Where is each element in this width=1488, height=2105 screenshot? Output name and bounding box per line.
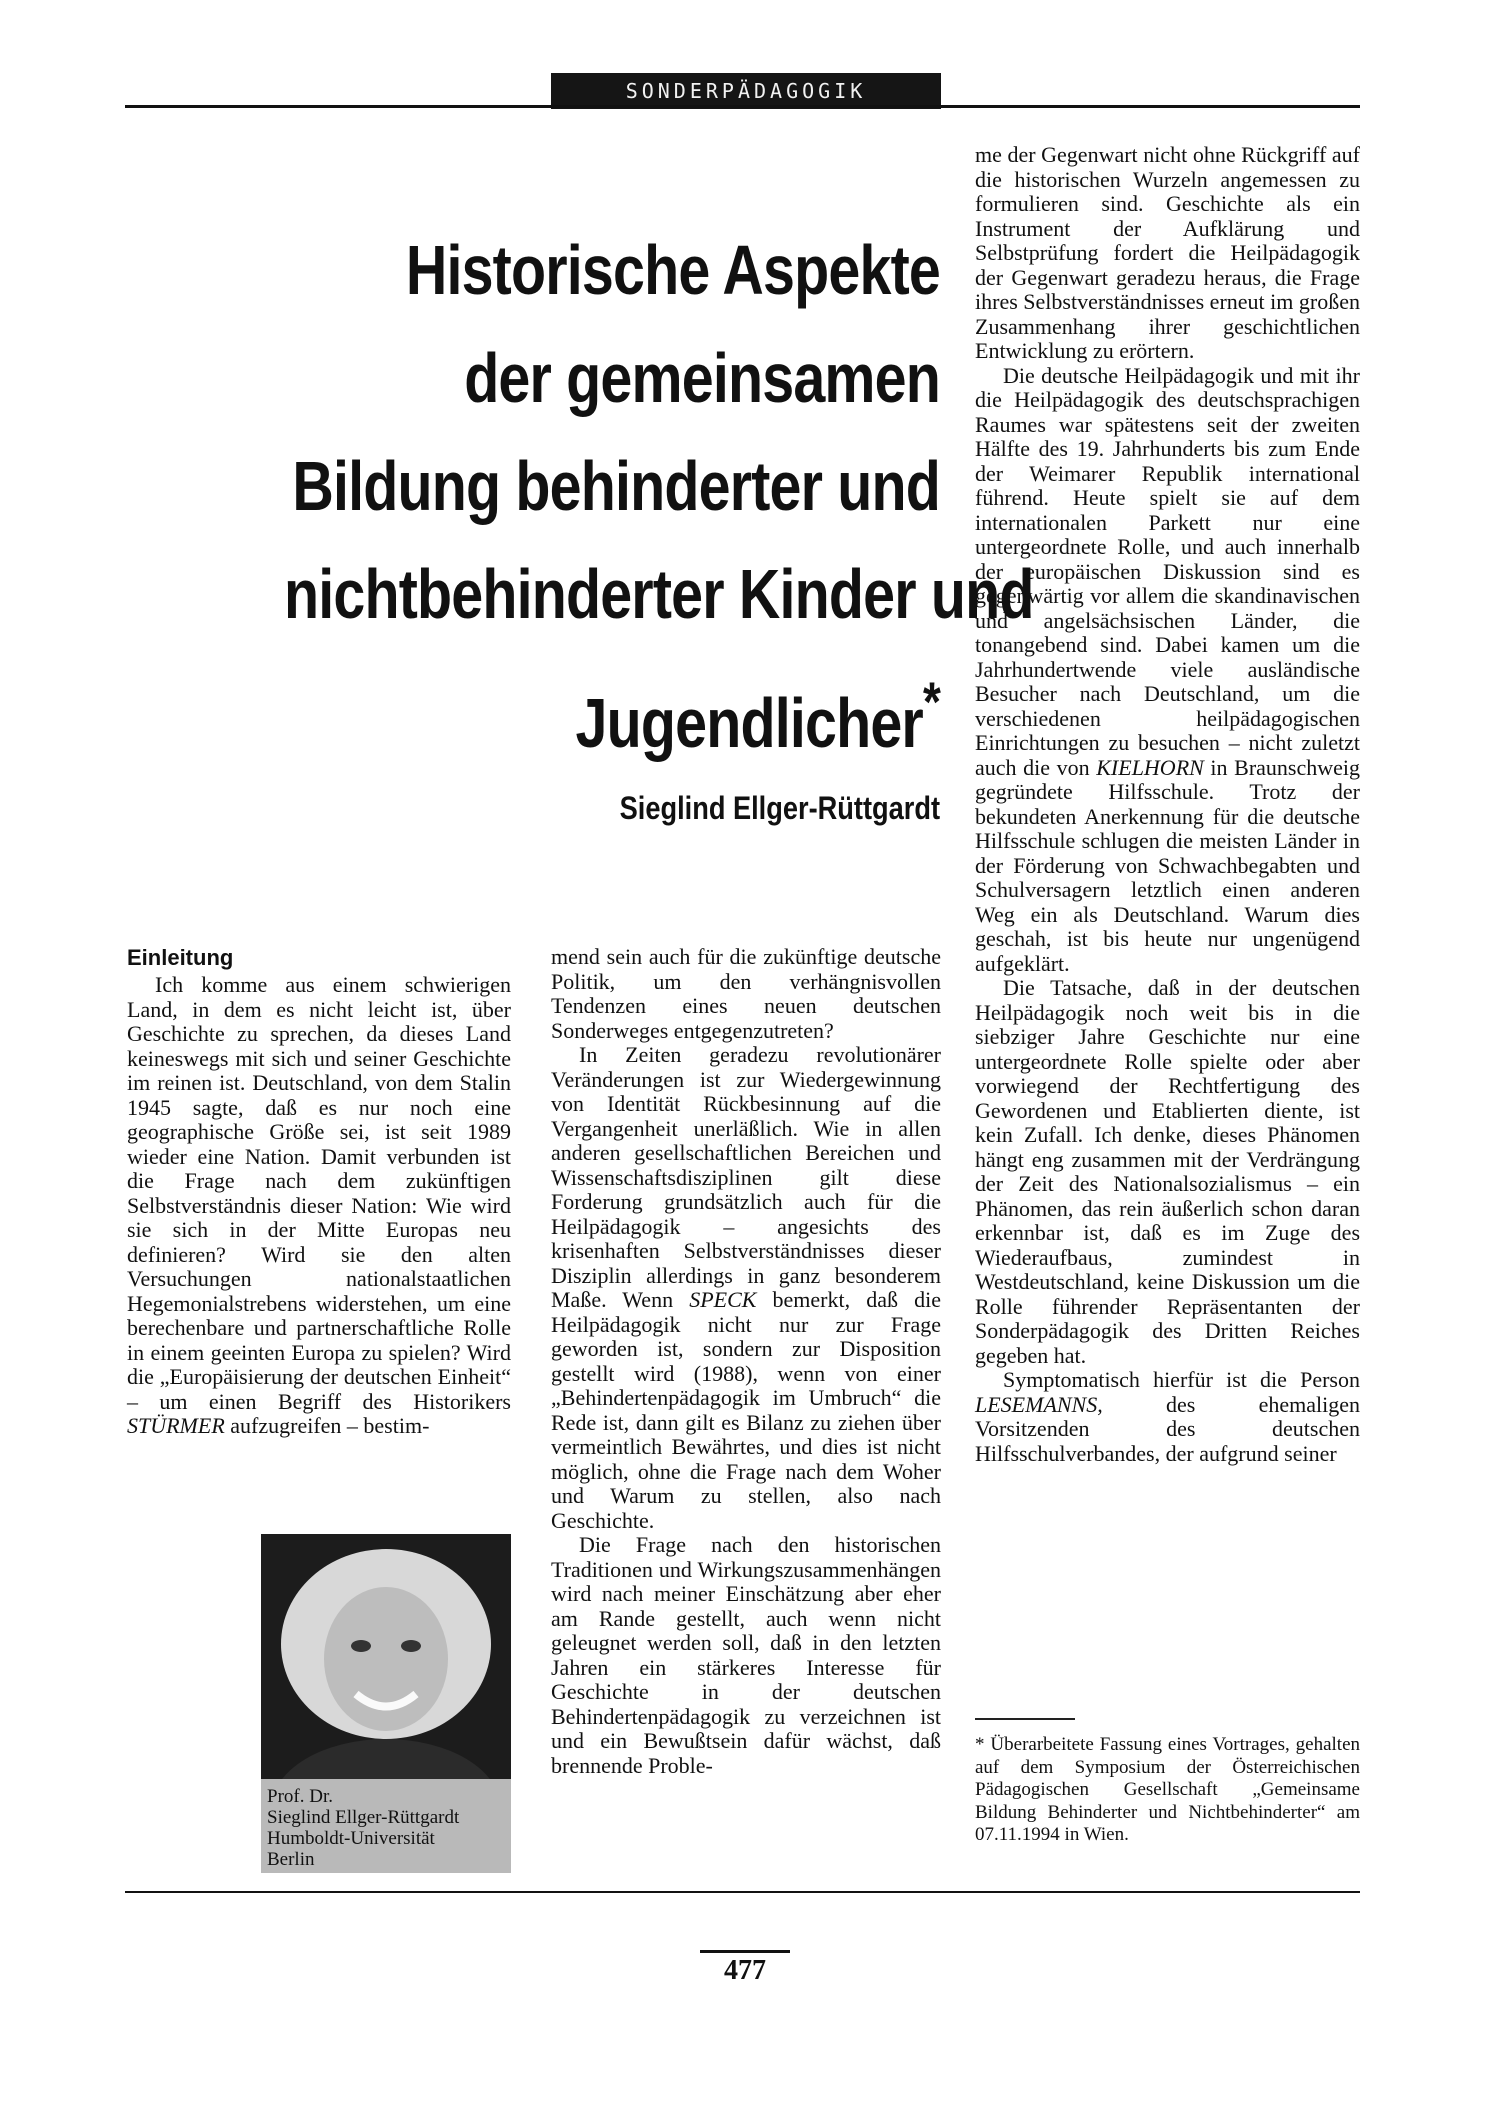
paragraph-symptomatisch-a: Symptomatisch hierfür ist die Person	[1003, 1367, 1360, 1392]
paragraph-frage: Die Frage nach den historischen Traditionen und Wirkungszusammenhängen wird nach meiner Einschätzung aber eher am Rande gestellt, auch wenn nicht geleugnet werden soll, daß in den letzten Jahren ein stärkeres Interesse für Geschichte in der deutschen Behindertenpädagogik zu verzeichnen ist und ein Bewußtsein dafür wächst, daß brennende Proble-	[551, 1532, 941, 1778]
caption-line-4: Berlin	[267, 1849, 315, 1870]
paragraph-zeiten-a: In Zeiten geradezu revolutionärer Veränderungen ist zur Wiedergewinnung von Identität Rückbesinnung auf die Vergangenheit unerläßlich. Wie in allen anderen gesellschaftlichen Bereichen und Wissenschaftsdisziplinen gilt diese Forderung grundsätzlich auch für die Heilpädagogik – angesichts des krisenhaften Selbstverständnisses dieser Disziplin allerdings in ganz besonderem Maße. Wenn	[551, 1042, 941, 1312]
title-line-4: nichtbehinderter Kinder und	[284, 555, 1034, 633]
bottom-rule	[125, 1891, 1360, 1893]
column-2	[551, 945, 941, 1778]
paragraph-deutsche	[975, 364, 1360, 977]
author-photo	[261, 1534, 511, 1873]
title-line-5-text: Jugendlicher	[575, 684, 923, 762]
column-3	[975, 143, 1360, 1466]
paragraph-intro-tail: aufzugreifen – bestim-	[224, 1413, 430, 1438]
name-lesemann: LESEMANNS,	[975, 1391, 1103, 1417]
paragraph-symptomatisch-b: des ehemaligen Vorsitzenden des deutschen Hilfsschulverbandes, der aufgrund seiner	[975, 1391, 1360, 1466]
title-line-3: Bildung behinderter und	[292, 447, 940, 525]
caption-line-3: Humboldt-Universität	[267, 1828, 435, 1849]
caption-line-2: Sieglind Ellger-Rüttgardt	[267, 1807, 460, 1828]
photo-caption	[267, 1786, 507, 1870]
section-heading: Einleitung	[127, 945, 234, 970]
page-number: 477	[700, 1950, 790, 1987]
paragraph-deutsche-a: Die deutsche Heilpädagogik und mit ihr die Heilpädagogik des deutschsprachigen Raumes war spätestens seit der zweiten Hälfte des 19. Jahrhunderts bis zum Ende der Weimarer Republik international führend. Heute spielt sie auf dem internationalen Parkett nur eine untergeordnete Rolle, und auch innerhalb der europäischen Diskussion sind es gegenwärtig vor allem die skandinavischen und angelsächsischen Länder, die tonangebend sind. Dabei kamen um die Jahrhundertwende viele ausländische Besucher nach Deutschland, um die verschiedenen heilpädagogischen Einrichtungen zu besuchen – nicht zuletzt auch die von	[975, 362, 1360, 780]
paragraph-deutsche-b: in Braunschweig gegründete Hilfsschule. Trotz der bekundeten Anerkennung für die deutsche Hilfsschule schlugen die meisten Länder in der Förderung von Schwachbegabten und Schulversagern letztlich einen anderen Weg ein als Deutschland. Warum dies geschah, ist bis heute nur ungenügend aufgeklärt.	[975, 754, 1361, 976]
author-name: Sieglind Ellger-Rüttgardt	[619, 790, 940, 826]
footnote-rule	[975, 1718, 1075, 1720]
title-line-2: der gemeinsamen	[464, 339, 940, 417]
title-line-5	[284, 648, 940, 777]
name-kielhorn: KIELHORN	[1096, 754, 1204, 780]
name-speck: SPECK	[689, 1287, 757, 1312]
caption-line-1: Prof. Dr.	[267, 1786, 333, 1807]
paragraph-gegenwart: me der Gegenwart nicht ohne Rückgriff auf die historischen Wurzeln angemessen zu formulieren sind. Geschichte als ein Instrument der Aufklärung und Selbstprüfung fordert die Heilpädagogik der Gegenwart geradezu heraus, die Frage ihres Selbstverständnisses erneut im großen Zusammenhang ihrer geschichtlichen Entwicklung zu erörtern.	[975, 142, 1360, 363]
name-stuermer: STÜRMER	[127, 1413, 225, 1438]
footnote: * Überarbeitete Fassung eines Vortrages, gehalten auf dem Symposium der Österreichischen Pädagogischen Gesellschaft „Gemeinsame Bildung Behinderter und Nichtbehinderter“ am 07.11.1994 in Wien.	[975, 1734, 1360, 1845]
paragraph-zeiten-b: bemerkt, daß die Heilpädagogik nicht nur zur Frage geworden ist, sondern zur Disposition gestellt wird (1988), wenn von einer „Behindertenpädagogik im Umbruch“ die Rede ist, dann gilt es Bilanz zu ziehen über vermeintlich Bewährtes, und dies ist nicht möglich, ohne die Frage nach dem Woher und Warum zu stellen, also nach Geschichte.	[551, 1287, 941, 1533]
section-label: SONDERPÄDAGOGIK	[551, 73, 941, 109]
paragraph-zeiten	[551, 1043, 941, 1533]
paragraph-continued: mend sein auch für die zukünftige deutsche Politik, um den verhängnisvollen Tendenzen eines neuen deutschen Sonderweges entgegenzutreten?	[551, 944, 941, 1043]
column-1	[127, 945, 511, 1439]
top-rule	[125, 105, 1360, 108]
paragraph-symptomatisch	[975, 1368, 1360, 1466]
paragraph-tatsache: Die Tatsache, daß in der deutschen Heilpädagogik noch weit bis in die siebziger Jahre Geschichte nur eine untergeordnete Rolle spielte oder aber vorwiegend der Rechtfertigung des Gewordenen und Etablierten diente, ist kein Zufall. Ich denke, dieses Phänomen hängt eng zusammen mit der Verdrängung der Zeit des Nationalsozialismus – ein Phänomen, das rein äußerlich schon daran erkennbar ist, daß es im Zuge des Wiederaufbaus, zumindest in Westdeutschland, keine Diskussion um die Rolle führender Repräsentanten der Sonderpädagogik des Dritten Reiches gegeben hat.	[975, 975, 1360, 1368]
paragraph-intro-text: Ich komme aus einem schwierigen Land, in dem es nicht leicht ist, über Geschichte zu sprechen, da dieses Land keineswegs mit sich und seiner Geschichte im reinen ist. Deutschland, von dem Stalin 1945 sagte, daß es nur noch eine geographische Größe sei, ist seit 1989 wieder eine Nation. Damit verbunden ist die Frage nach dem zukünftigen Selbstverständnis dieser Nation: Wie wird sie sich in der Mitte Europas neu definieren? Wird sie den alten Versuchungen nationalstaatlichen Hegemonialstrebens widerstehen, um eine berechenbare und partnerschaftliche Rolle in einem geeinten Europa zu spielen? Wird die „Europäisierung der deutschen Einheit“ – um einen Begriff des Historikers	[127, 972, 511, 1414]
title-line-1: Historische Aspekte	[405, 231, 940, 309]
footnote-marker: *	[922, 670, 940, 733]
article-title	[284, 216, 1034, 777]
paragraph-intro	[127, 973, 511, 1439]
